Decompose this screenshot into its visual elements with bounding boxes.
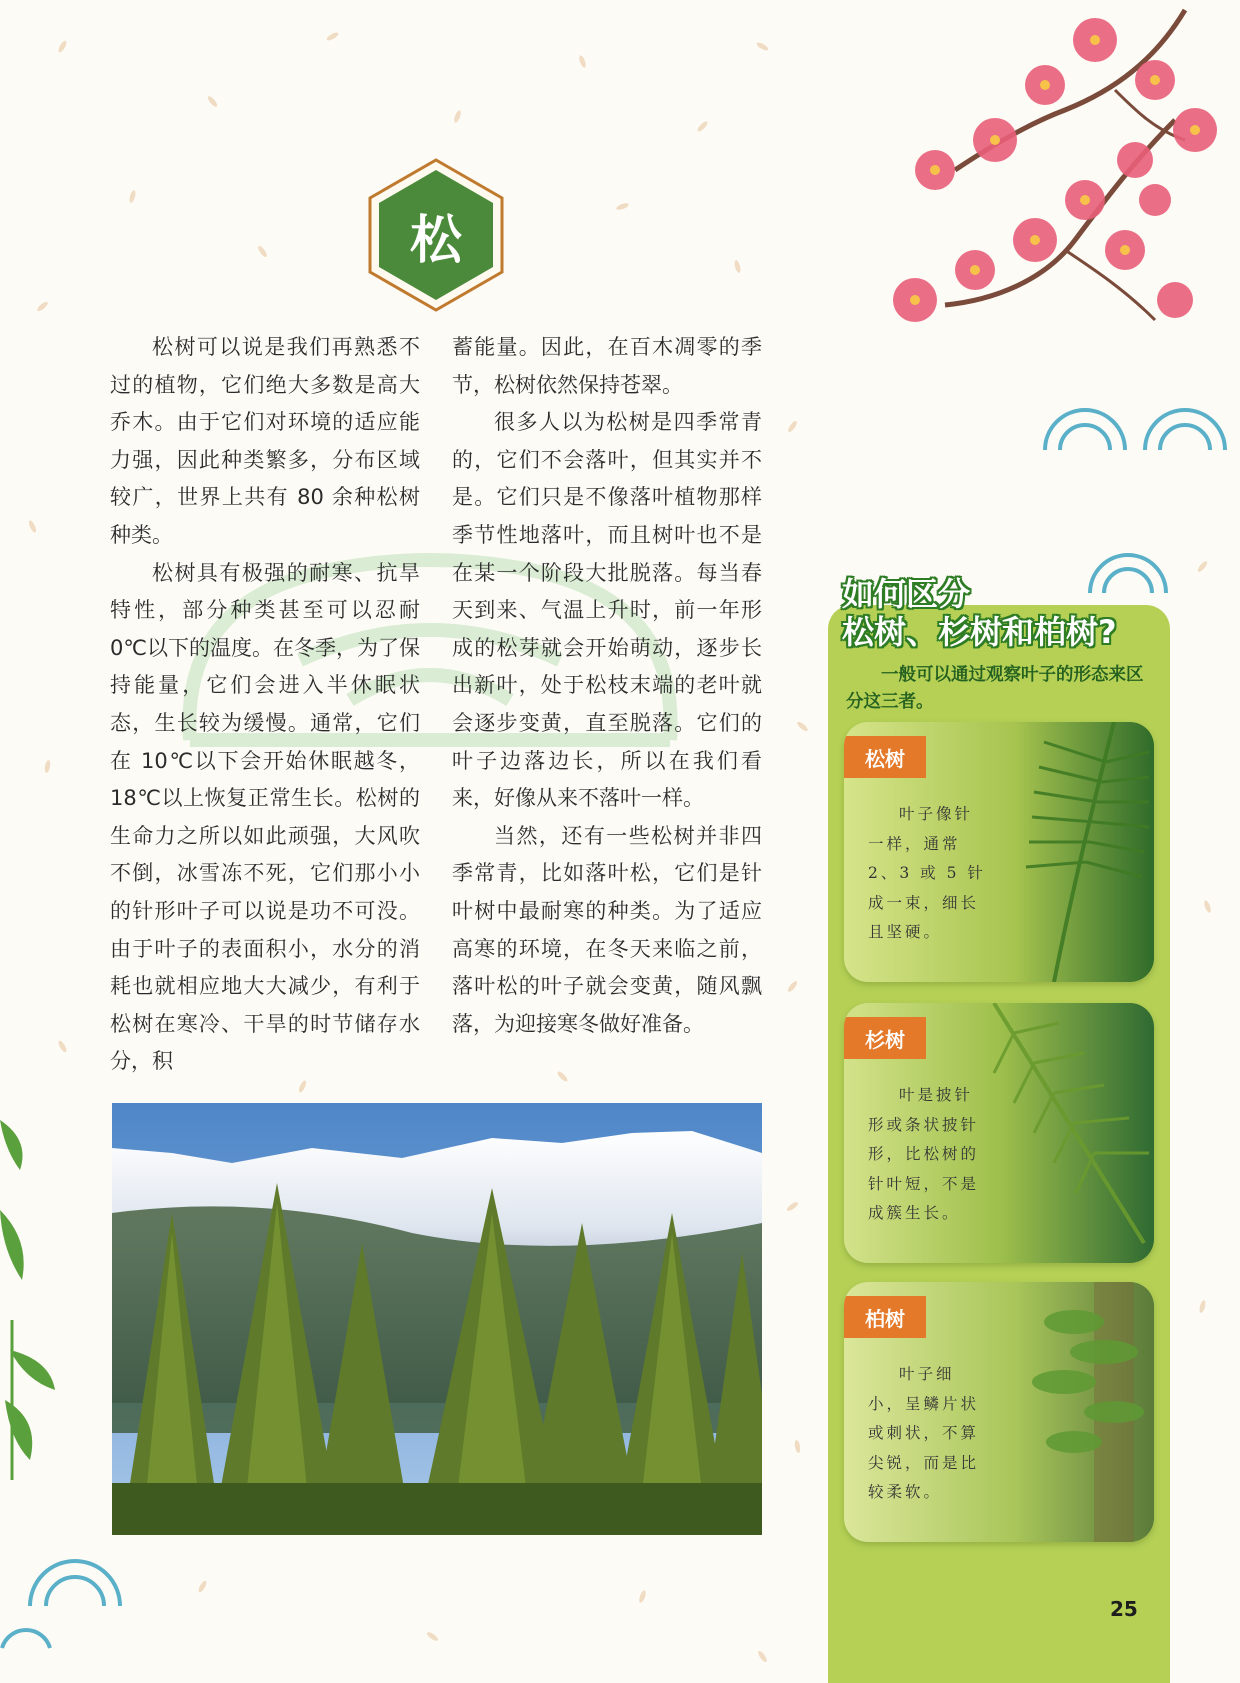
info-card-cypress xyxy=(844,1282,1154,1542)
wave-pattern-decoration xyxy=(1035,395,1240,455)
page-title: 松 xyxy=(409,210,462,271)
body-text-left-column xyxy=(110,329,420,1081)
wave-pattern-decoration xyxy=(0,1610,60,1650)
sidebar-title xyxy=(842,574,1172,652)
body-paragraph: 松树具有极强的耐寒、抗旱特性，部分种类甚至可以忍耐 0℃以下的温度。在冬季，为了保持能量，它们会进入半休眠状态，生长较为缓慢。通常，它们在 10℃以下会开始休眠越冬，18℃以上恢复正常生长。松树的生命力之所以如此顽强，大风吹不倒，冰雪冻不死，它们那小小的针形叶子可以说是功不可没。由于叶子的表面积小，水分的消耗也就相应地大大减少，有利于松树在寒冷、干旱的时节储存水分，积 xyxy=(110,560,420,1074)
card-label: 松树 xyxy=(844,736,926,778)
plum-blossom-illustration xyxy=(855,0,1240,390)
info-card-pine xyxy=(844,722,1154,982)
sidebar-title-line: 如何区分 xyxy=(842,575,971,613)
body-paragraph: 当然，还有一些松树并非四季常青，比如落叶松，它们是针叶树中最耐寒的种类。为了适应高寒的环境，在冬天来临之前，落叶松的叶子就会变黄，随风飘落，为迎接寒冬做好准备。 xyxy=(452,823,762,1036)
card-label: 杉树 xyxy=(844,1017,926,1059)
body-text-right-column xyxy=(452,329,762,1043)
bamboo-leaf-decoration xyxy=(0,1100,60,1480)
info-card-fir xyxy=(844,1003,1154,1263)
page-number: 25 xyxy=(1110,1597,1138,1621)
body-paragraph: 松树可以说是我们再熟悉不过的植物，它们绝大多数是高大乔木。由于它们对环境的适应能力强，因此种类繁多，分布区域较广，世界上共有 80 余种松树种类。 xyxy=(110,335,420,547)
card-label: 柏树 xyxy=(844,1296,926,1338)
sidebar-intro: 一般可以通过观察叶子的形态来区分这三者。 xyxy=(846,665,1144,712)
card-description: 叶是披针形或条状披针形，比松树的针叶短，不是成簇生长。 xyxy=(868,1086,980,1222)
body-paragraph-continued: 蓄能量。因此，在百木凋零的季节，松树依然保持苍翠。 xyxy=(452,335,762,397)
body-paragraph: 很多人以为松树是四季常青的，它们不会落叶，但其实并不是。它们只是不像落叶植物那样季节性地落叶，而且树叶也不是在某一个阶段大批脱落。每当春天到来、气温上升时，前一年形成的松芽就会开始萌动，逐步长出新叶，处于松枝末端的老叶就会逐步变黄，直至脱落。它们的叶子边落边长，所以在我们看来，好像从来不落叶一样。 xyxy=(452,410,762,811)
wave-pattern-decoration xyxy=(20,1548,160,1608)
card-description: 叶子细小，呈鳞片状或刺状，不算尖锐，而是比较柔软。 xyxy=(868,1365,980,1501)
pine-forest-photo xyxy=(112,1103,762,1535)
title-hexagon-badge xyxy=(366,158,506,312)
card-description: 叶子像针一样，通常 2、3 或 5 针成一束，细长且坚硬。 xyxy=(868,805,986,941)
sidebar-title-line: 松树、杉树和柏树? xyxy=(842,613,1117,651)
